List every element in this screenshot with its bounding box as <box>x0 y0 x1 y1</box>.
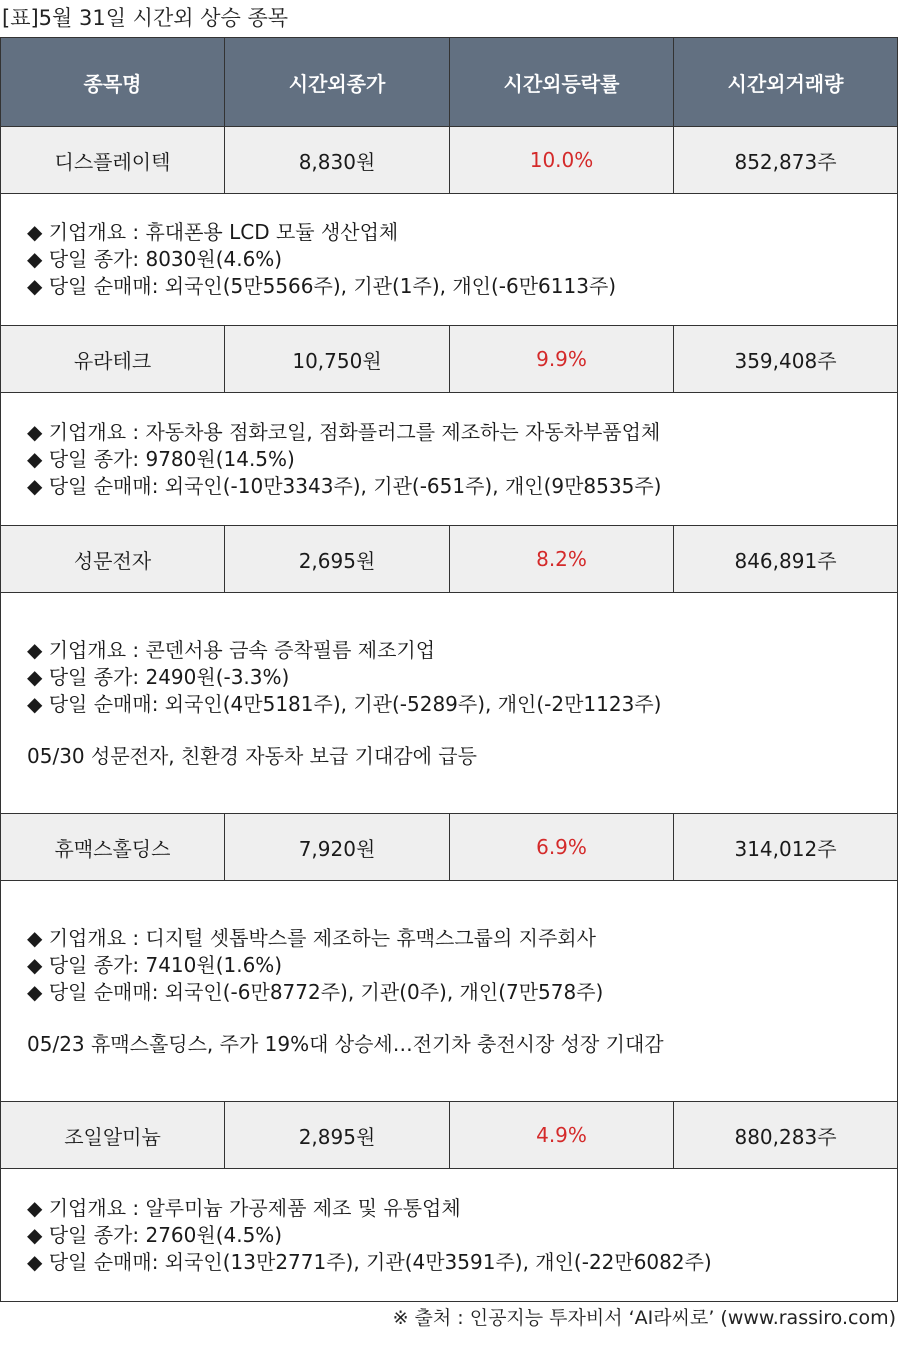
detail-overview: ◆ 기업개요 : 알루미늄 가공제품 제조 및 유통업체 <box>27 1195 461 1220</box>
detail-overview: ◆ 기업개요 : 콘덴서용 금속 증착필름 제조기업 <box>27 637 436 662</box>
stock-volume: 852,873주 <box>734 149 837 174</box>
stock-row <box>1 127 897 194</box>
stock-detail <box>1 194 897 326</box>
stock-volume: 880,283주 <box>734 1124 837 1149</box>
header-name: 종목명 <box>1 38 225 126</box>
stock-change: 9.9% <box>450 326 674 392</box>
table-caption: [표]5월 31일 시간외 상승 종목 <box>2 6 289 30</box>
header-volume: 시간외거래량 <box>727 71 844 96</box>
detail-close: ◆ 당일 종가: 2490원(-3.3%) <box>27 664 290 689</box>
stock-detail <box>1 593 897 814</box>
stock-change: 8.2% <box>450 526 674 592</box>
table-header-row <box>1 38 897 127</box>
stock-change: 6.9% <box>450 814 674 880</box>
stock-detail <box>1 393 897 526</box>
stock-volume: 314,012주 <box>734 836 837 861</box>
news-headline: 05/30 성문전자, 친환경 자동차 보급 기대감에 급등 <box>27 743 477 768</box>
detail-netbuy: ◆ 당일 순매매: 외국인(5만5566주), 기관(1주), 개인(-6만6113주) <box>27 274 617 298</box>
detail-close: ◆ 당일 종가: 2760원(4.5%) <box>27 1222 283 1247</box>
stock-name: 휴맥스홀딩스 <box>1 814 225 880</box>
detail-close: ◆ 당일 종가: 7410원(1.6%) <box>27 952 283 977</box>
detail-netbuy: ◆ 당일 순매매: 외국인(13만2771주), 기관(4만3591주), 개인(-22만6082주) <box>27 1249 712 1274</box>
detail-close: ◆ 당일 종가: 9780원(14.5%) <box>27 446 295 471</box>
stock-price: 10,750원 <box>225 326 450 392</box>
stock-price: 2,695원 <box>225 526 450 592</box>
stock-change: 4.9% <box>450 1102 674 1168</box>
stock-detail <box>1 1169 897 1301</box>
stock-row <box>1 526 897 593</box>
detail-netbuy: ◆ 당일 순매매: 외국인(4만5181주), 기관(-5289주), 개인(-2만1123주) <box>27 691 662 716</box>
after-hours-table <box>0 37 898 1302</box>
stock-row <box>1 326 897 393</box>
stock-volume: 846,891주 <box>734 548 837 573</box>
stock-name: 성문전자 <box>1 526 225 592</box>
header-change: 시간외등락률 <box>450 38 674 126</box>
detail-overview: ◆ 기업개요 : 휴대폰용 LCD 모듈 생산업체 <box>27 220 399 244</box>
stock-volume: 359,408주 <box>734 348 837 373</box>
detail-overview: ◆ 기업개요 : 디지털 셋톱박스를 제조하는 휴맥스그룹의 지주회사 <box>27 925 596 950</box>
detail-netbuy: ◆ 당일 순매매: 외국인(-10만3343주), 기관(-651주), 개인(9만8535주) <box>27 473 662 498</box>
stock-price: 8,830원 <box>225 127 450 193</box>
header-price: 시간외종가 <box>225 38 450 126</box>
source-note: ※ 출처 : 인공지능 투자비서 ‘AI라씨로’ (www.rassiro.com) <box>392 1307 896 1329</box>
stock-change: 10.0% <box>450 127 674 193</box>
detail-netbuy: ◆ 당일 순매매: 외국인(-6만8772주), 기관(0주), 개인(7만578주) <box>27 979 604 1004</box>
stock-name: 조일알미늄 <box>1 1102 225 1168</box>
detail-overview: ◆ 기업개요 : 자동차용 점화코일, 점화플러그를 제조하는 자동차부품업체 <box>27 419 661 444</box>
stock-detail <box>1 881 897 1102</box>
stock-price: 7,920원 <box>225 814 450 880</box>
news-headline: 05/23 휴맥스홀딩스, 주가 19%대 상승세…전기차 충전시장 성장 기대감 <box>27 1031 664 1056</box>
stock-name: 유라테크 <box>1 326 225 392</box>
detail-close: ◆ 당일 종가: 8030원(4.6%) <box>27 247 283 271</box>
stock-name: 디스플레이텍 <box>1 127 225 193</box>
stock-row <box>1 1102 897 1169</box>
stock-row <box>1 814 897 881</box>
stock-price: 2,895원 <box>225 1102 450 1168</box>
